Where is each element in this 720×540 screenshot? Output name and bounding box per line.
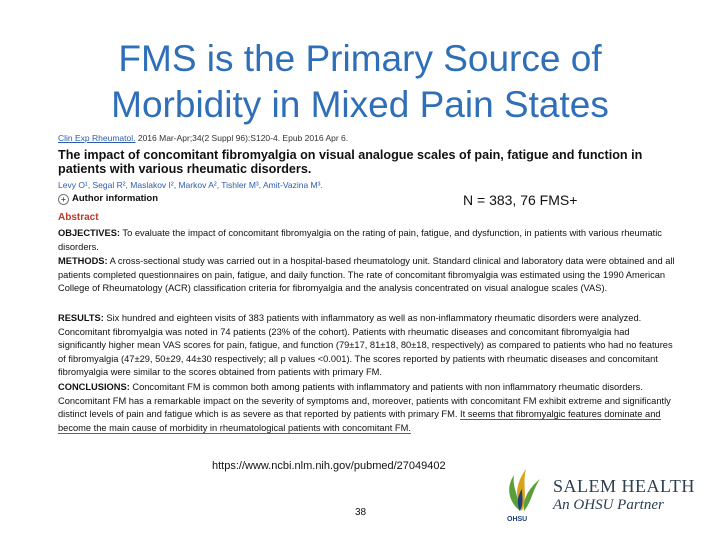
slide-title-line-1: FMS is the Primary Source of	[118, 38, 602, 79]
abstract-objectives	[58, 227, 680, 254]
abstract-heading: Abstract	[58, 212, 99, 223]
article-citation	[58, 133, 348, 143]
slide-title-line-2: Morbidity in Mixed Pain States	[111, 84, 609, 125]
citation-details: 2016 Mar-Apr;34(2 Suppl 96):S120-4. Epub 2016 Apr 6.	[135, 133, 349, 143]
author-list[interactable]: Levy O¹, Segal R², Maslakov I², Markov A², Tishler M³, Amit-Vazina M³.	[58, 180, 323, 190]
sample-size-note: N = 383, 76 FMS+	[463, 192, 578, 208]
abstract-methods	[58, 255, 680, 296]
results-label: RESULTS:	[58, 313, 104, 323]
methods-text: A cross-sectional study was carried out in a hospital-based rheumatology unit. Standard clinical and laboratory data were obtained and all patients completed questionnaires on pain, fatigue, and daily function. The rate of concomitant fibromyalgia was estimated using the 1990 American College of Rheumatology (ACR) classification criteria for fibromyalgia and the analysis concentrated on visual analogue scales (VAS).	[58, 256, 675, 293]
article-title: The impact of concomitant fibromyalgia on visual analogue scales of pain, fatigue and function in patients with various rheumatic disorders.	[58, 148, 643, 176]
abstract-results	[58, 312, 680, 380]
conclusions-text: Concomitant FM is common both among patients with inflammatory and patients with non inflammatory rheumatic disorders. Concomitant FM has a remarkable impact on the severity of symptoms and, moreover, patients with concomitant FM exhibit extreme and significantly distinct levels of pain and fatigue which is as severe as that reported by patients with primary FM.	[58, 382, 671, 419]
ohsu-partner-tagline: An OHSU Partner	[553, 497, 664, 513]
salem-health-brand: SALEM HEALTH	[553, 476, 695, 496]
page-number: 38	[355, 507, 367, 518]
abstract-conclusions	[58, 381, 680, 435]
results-text: Six hundred and eighteen visits of 383 patients with inflammatory as well as non-inflammatory rheumatic disorders were analyzed. Concomitant fibromyalgia was noted in 74 patients (23% of the cohort). Patients with rheumatic diseases and concomitant fibromyalgia had significantly higher mean VAS scores for pain, fatigue, and function (79±17, 81±18, 80±18, respectively) as compared to patients who had no features of fibromyalgia (47±29, 50±29, 44±30 respectively; all p values <0.001). The scores reported by patients with rheumatic diseases and concomitant fibromyalgia were similar to the scores obtained from patients with primary FM.	[58, 313, 673, 377]
ohsu-logo-text: OHSU	[507, 516, 528, 523]
author-information-label: Author information	[72, 193, 159, 204]
conclusions-highlight: It seems that fibromyalgic features dominate and become the main cause of morbidity in rheumatological patients with concomitant FM.	[58, 409, 661, 433]
ohsu-flame-logo-icon	[500, 465, 546, 520]
objectives-label: OBJECTIVES:	[58, 228, 120, 238]
methods-label: METHODS:	[58, 256, 108, 266]
slide-title	[40, 36, 680, 128]
author-information-toggle[interactable]	[58, 193, 158, 205]
objectives-text: To evaluate the impact of concomitant fibromyalgia on the rating of pain, fatigue, and dysfunction, in patients with various rheumatic disorders.	[58, 228, 662, 252]
expand-plus-icon: +	[58, 194, 69, 205]
source-url[interactable]: https://www.ncbi.nlm.nih.gov/pubmed/27049402	[212, 460, 446, 472]
conclusions-label: CONCLUSIONS:	[58, 382, 130, 392]
journal-link[interactable]: Clin Exp Rheumatol.	[58, 133, 136, 143]
